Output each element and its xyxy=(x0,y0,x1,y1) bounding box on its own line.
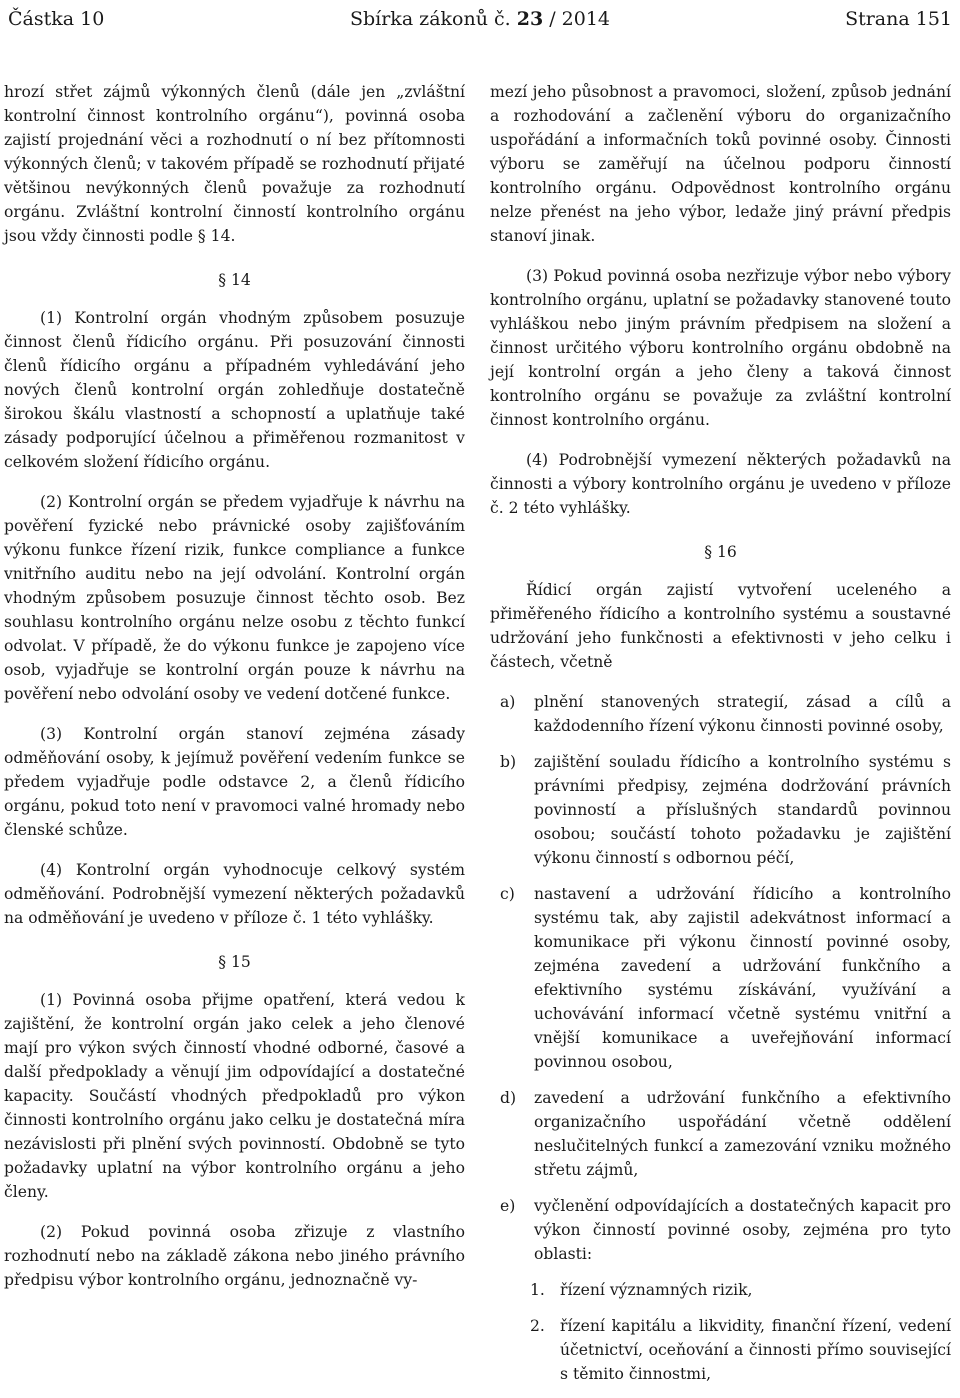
continuation-paragraph: hrozí střet zájmů výkonných členů (dále jen „zvláštní kontrolní činnost kontrolního orgánu“), povinná osoba zajistí projednání věci a rozhodnutí o ní bez přítomnosti výkonných členů; v takovém případě se rozhodnutí přijaté většinou nevýkonných členů považuje za rozhodnutí orgánu. Zvláštní kontrolní činností kontrolního orgánu jsou vždy činnosti podle § 14. xyxy=(4,83,465,245)
left-column xyxy=(4,80,465,1308)
issue-number: 23 xyxy=(516,8,544,30)
sublist-item xyxy=(530,1278,951,1302)
list-item xyxy=(490,882,951,1074)
list-marker: c) xyxy=(500,885,515,903)
list-item xyxy=(490,1194,951,1266)
list-item-text: nastavení a udržování řídicího a kontrolního systému tak, aby zajistil adekvátnost informací a komunikace při výkonu činností povinné osoby, zejména zavedení a udržování funkčního a efektivního systému získávání, využívání a uchovávání informací včetně systému vnitřní a vnější komunikace a uveřejňování informací povinnou osobou, xyxy=(534,885,951,1071)
list-marker: b) xyxy=(500,753,517,771)
numbered-sublist xyxy=(490,1278,951,1386)
collection-title xyxy=(8,4,952,34)
list-item-text: zavedení a udržování funkčního a efektivního organizačního uspořádání včetně oddělení neslučitelných funkcí a zamezování vzniku možného střetu zájmů, xyxy=(534,1089,951,1179)
sublist-marker: 2. xyxy=(530,1317,545,1335)
sublist-marker: 1. xyxy=(530,1281,545,1299)
paragraph-15-2: (2) Pokud povinná osoba zřizuje z vlastního rozhodnutí nebo na základě zákona nebo jiného právního předpisu výbor kontrolního orgánu, jednoznačně vy- xyxy=(4,1223,465,1289)
list-item xyxy=(490,690,951,738)
sublist-item-text: řízení významných rizik, xyxy=(560,1281,753,1299)
part-number: Částka 10 xyxy=(8,8,105,30)
collection-year: / 2014 xyxy=(549,8,611,30)
paragraph-15-4: (4) Podrobnější vymezení některých požadavků na činnosti a výbory kontrolního orgánu je uvedeno v příloze č. 2 této vyhlášky. xyxy=(490,451,951,517)
sublist-item-text: řízení kapitálu a likvidity, finanční řízení, vedení účetnictví, oceňování a činnosti přímo související s těmito činnostmi, xyxy=(560,1317,951,1383)
page-number: Strana 151 xyxy=(845,8,952,30)
paragraph-16-intro: Řídicí orgán zajistí vytvoření uceleného a přiměřeného řídicího a kontrolního systému a soustavné udržování jeho funkčnosti a efektivnosti v jeho celku i částech, včetně xyxy=(490,581,951,671)
page-header xyxy=(8,4,952,34)
sublist-item xyxy=(530,1314,951,1386)
collection-prefix: Sbírka zákonů č. xyxy=(349,8,511,30)
list-item-text: plnění stanovených strategií, zásad a cílů a každodenního řízení výkonu činnosti povinné osoby, xyxy=(534,693,951,735)
lettered-list xyxy=(490,690,951,1266)
section-heading-16: § 16 xyxy=(704,543,737,561)
paragraph-15-3: (3) Pokud povinná osoba nezřizuje výbor nebo výbory kontrolního orgánu, uplatní se požadavky stanovené touto vyhláškou nebo jiným právním předpisem na složení a činnost určitého výboru kontrolního orgánu obdobně na její kontrolní orgán a jeho členy a taková činnost kontrolního orgánu se považuje za zvláštní kontrolní činnost kontrolního orgánu. xyxy=(490,267,951,429)
list-item xyxy=(490,1086,951,1182)
list-item-text: zajištění souladu řídicího a kontrolního systému s právními předpisy, zejména dodržování právních povinností a příslušných standardů povinnou osobou; součástí tohoto požadavku je zajištění výkonu činností s odbornou péčí, xyxy=(534,753,951,867)
section-heading-14: § 14 xyxy=(218,271,251,289)
paragraph-14-2: (2) Kontrolní orgán se předem vyjadřuje k návrhu na pověření fyzické nebo právnické osoby zajišťováním výkonu funkce řízení rizik, funkce compliance a funkce vnitřního auditu nebo na její odvolání. Kontrolní orgán vhodným způsobem posuzuje činnost těchto osob. Bez souhlasu kontrolního orgánu nelze osobu z těchto funkcí odvolat. V případě, že do výkonu funkce je zapojeno více osob, vyjadřuje se kontrolní orgán pouze k návrhu na pověření nebo odvolání osoby ve vedení dotčené funkce. xyxy=(4,493,465,703)
list-marker: d) xyxy=(500,1089,517,1107)
right-column xyxy=(490,80,951,1398)
paragraph-14-1: (1) Kontrolní orgán vhodným způsobem posuzuje činnost členů řídicího orgánu. Při posuzování činnosti členů řídicího orgánu a případném vyhledávání jeho nových členů kontrolní orgán zohledňuje dostatečně širokou škálu vlastností a schopností a uplatňuje také zásady podporující účelnou a přiměřenou rozmanitost v celkovém složení řídicího orgánu. xyxy=(4,309,465,471)
section-heading-15: § 15 xyxy=(218,953,251,971)
list-item xyxy=(490,750,951,870)
list-marker: e) xyxy=(500,1197,516,1215)
paragraph-14-4: (4) Kontrolní orgán vyhodnocuje celkový systém odměňování. Podrobnější vymezení některých požadavků na odměňování je uvedeno v příloze č. 1 této vyhlášky. xyxy=(4,861,465,927)
paragraph-14-3: (3) Kontrolní orgán stanoví zejména zásady odměňování osoby, k jejímuž pověření vedením funkce se předem vyjadřuje podle odstavce 2, a členů řídicího orgánu, pokud toto není v pravomoci valné hromady nebo členské schůze. xyxy=(4,725,465,839)
paragraph-15-1: (1) Povinná osoba přijme opatření, která vedou k zajištění, že kontrolní orgán jako celek a jeho členové mají pro výkon svých činností vhodné odborné, časové a další předpoklady a věnují jim odpovídající a dostatečné kapacity. Součástí vhodných předpokladů pro výkon činnosti kontrolního orgánu jako celku je dostatečná míra nezávislosti při plnění svých povinností. Obdobně se tyto požadavky uplatní na výbor kontrolního orgánu a jeho členy. xyxy=(4,991,465,1201)
list-item-text: vyčlenění odpovídajících a dostatečných kapacit pro výkon činností povinné osoby, zejména pro tyto oblasti: xyxy=(534,1197,951,1263)
list-marker: a) xyxy=(500,693,516,711)
continuation-paragraph: mezí jeho působnost a pravomoci, složení, způsob jednání a rozhodování a začlenění výboru do organizačního uspořádání a informačních toků povinné osoby. Činnosti výboru se zaměřují na účelnou podporu činností kontrolního orgánu. Odpovědnost kontrolního orgánu nelze přenést na jeho výbor, ledaže jiný právní předpis stanoví jinak. xyxy=(490,83,951,245)
